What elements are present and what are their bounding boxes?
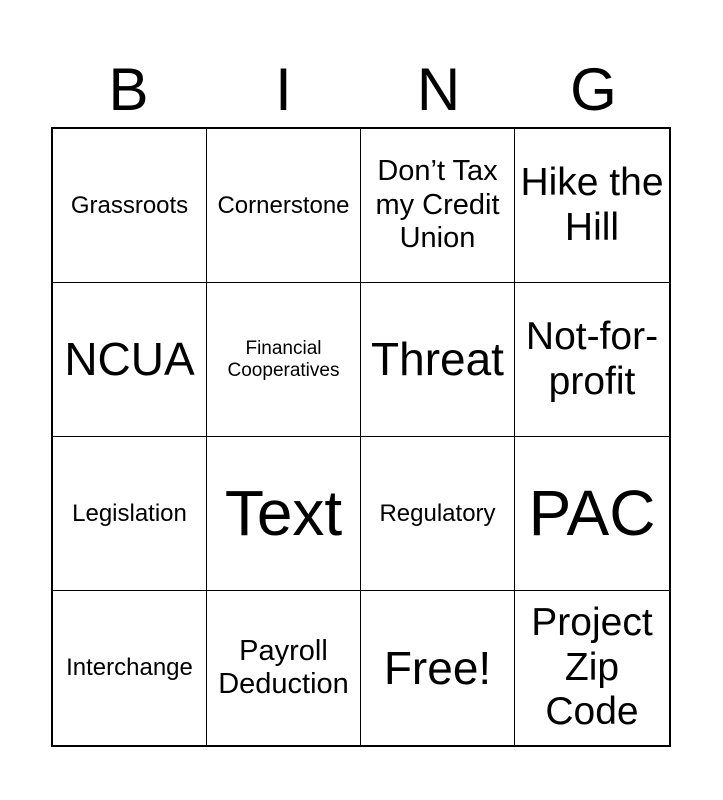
header-letter-g: G (570, 56, 617, 123)
bingo-cell[interactable]: Project Zip Code (531, 600, 653, 734)
bingo-cell[interactable]: Financial Cooperatives (207, 283, 361, 437)
bingo-cell[interactable]: Grassroots (53, 129, 207, 283)
bingo-card-grid (51, 127, 671, 747)
bingo-header (51, 55, 671, 125)
bingo-cell-free-space[interactable]: Free! (361, 591, 515, 745)
bingo-cell[interactable]: Text (207, 437, 361, 591)
header-letter-b: B (108, 56, 149, 123)
bingo-cell[interactable]: Interchange (53, 591, 207, 745)
bingo-cell[interactable]: Cornerstone (207, 129, 361, 283)
bingo-cell[interactable]: Not-for-profit (515, 283, 669, 437)
bingo-cell[interactable]: Legislation (53, 437, 207, 591)
header-letter-n: N (416, 56, 461, 123)
bingo-cell[interactable]: PAC (515, 437, 669, 591)
bingo-cell[interactable]: Payroll Deduction (207, 591, 361, 745)
bingo-cell[interactable]: Don’t Tax my Credit Union (361, 129, 515, 283)
bingo-cell[interactable]: Hike the Hill (515, 129, 669, 283)
bingo-cell[interactable]: NCUA (53, 283, 207, 437)
bingo-cell[interactable]: Regulatory (361, 437, 515, 591)
header-letter-i: I (275, 56, 292, 123)
bingo-cell[interactable]: Threat (361, 283, 515, 437)
